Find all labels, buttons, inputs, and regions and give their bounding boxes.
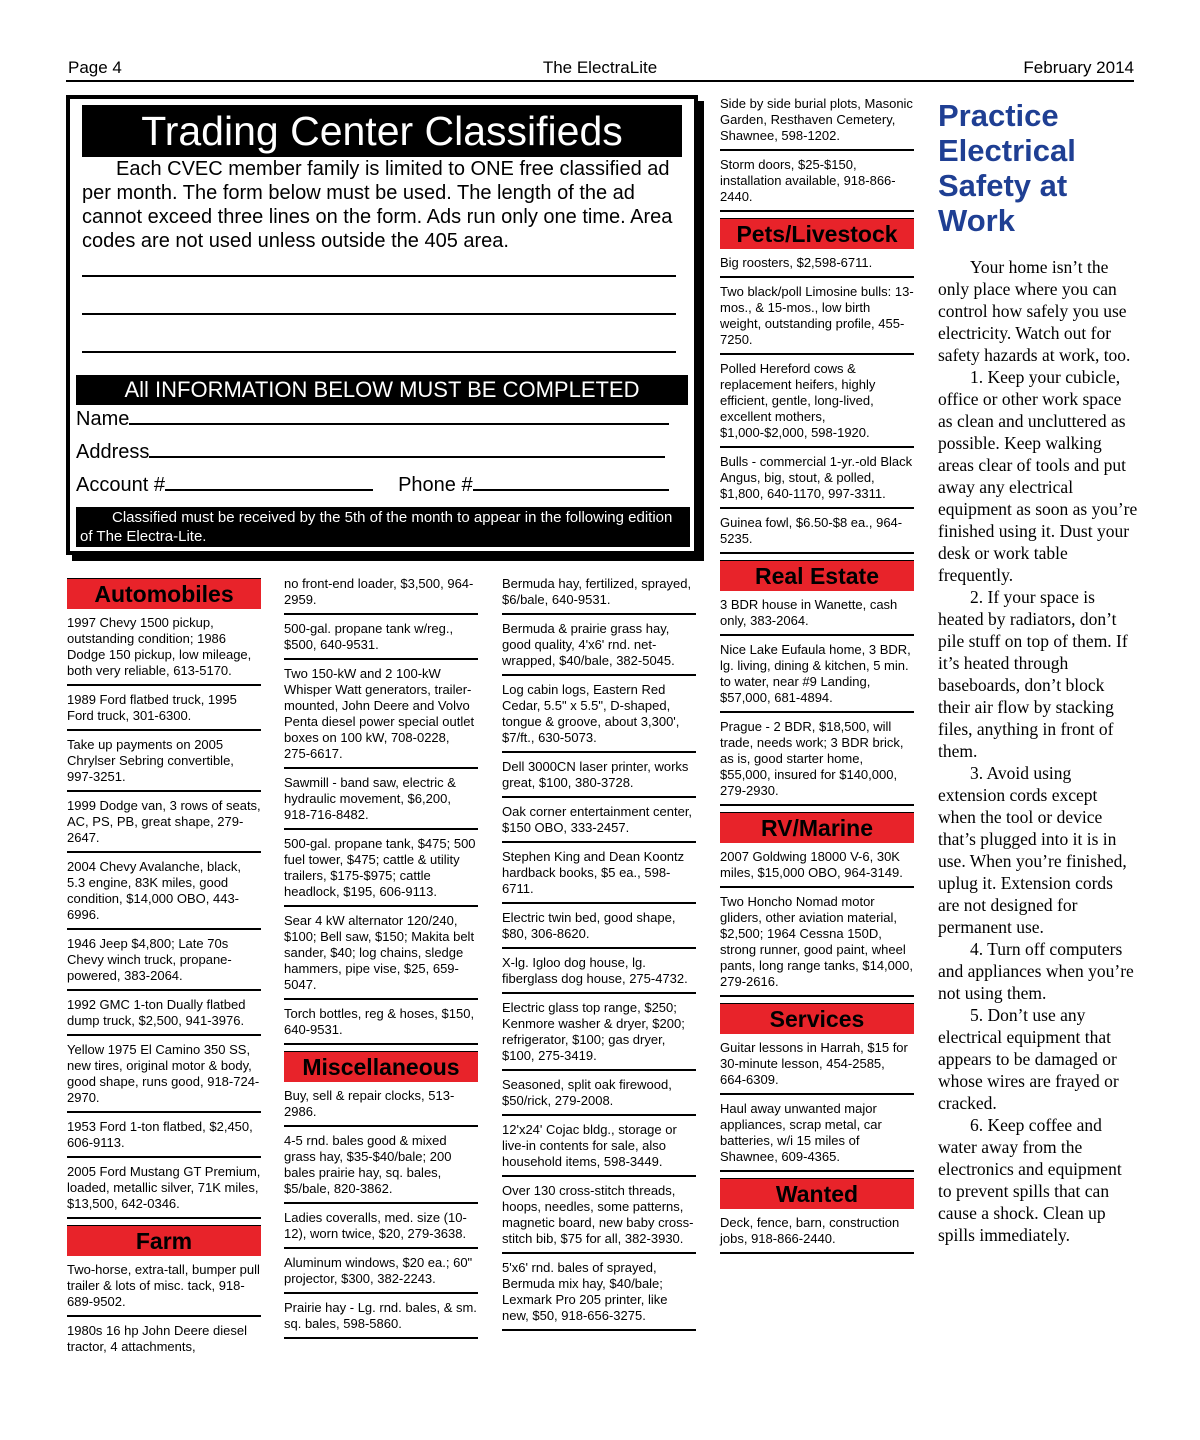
classified-ad: Seasoned, split oak firewood, $50/rick, 279-2008. bbox=[502, 1077, 696, 1116]
classified-column-2 bbox=[284, 576, 478, 1345]
safety-article bbox=[938, 98, 1138, 1246]
classified-ad: Log cabin logs, Eastern Red Cedar, 5.5" x 5.5", D-shaped, tongue & groove, about 3,300', $7/ft., 630-5073. bbox=[502, 682, 696, 753]
ad-list bbox=[284, 1088, 478, 1339]
phone-input-line[interactable] bbox=[473, 471, 669, 491]
account-label: Account # bbox=[76, 474, 165, 496]
article-paragraph: 3. Avoid using extension cords except when the tool or device that’s plugged into it is in use. When you’re finished, uplug it. Extension cords are not designed for permanent use. bbox=[938, 763, 1127, 937]
classified-ad: Big roosters, $2,598-6711. bbox=[720, 255, 914, 278]
article-paragraph: 5. Don’t use any electrical equipment that appears to be damaged or whose wires are frayed or cracked. bbox=[938, 1005, 1119, 1113]
classified-ad: X-lg. Igloo dog house, lg. fiberglass dog house, 275-4732. bbox=[502, 955, 696, 994]
category-heading: Wanted bbox=[720, 1178, 914, 1209]
account-phone-field[interactable] bbox=[76, 471, 669, 497]
classified-ad: Sawmill - band saw, electric & hydraulic movement, $6,200, 918-716-8482. bbox=[284, 775, 478, 830]
classified-ad: 1989 Ford flatbed truck, 1995 Ford truck, 301-6300. bbox=[67, 692, 261, 731]
ad-list bbox=[284, 576, 478, 1045]
phone-label: Phone # bbox=[398, 474, 473, 496]
publication-name: The ElectraLite bbox=[542, 58, 658, 77]
article-title: Practice Electrical Safety at Work bbox=[938, 98, 1076, 238]
classified-ad: Electric twin bed, good shape, $80, 306-8620. bbox=[502, 910, 696, 949]
account-input-line[interactable] bbox=[165, 471, 373, 491]
ad-text-line-3[interactable] bbox=[82, 351, 676, 353]
classified-ad: Guitar lessons in Harrah, $15 for 30-minute lesson, 454-2585, 664-6309. bbox=[720, 1040, 914, 1095]
classified-ad: 12'x24' Cojac bldg., storage or live-in contents for sale, also household items, 598-3449. bbox=[502, 1122, 696, 1177]
classified-ad: 1946 Jeep $4,800; Late 70s Chevy winch truck, propane-powered, 383-2064. bbox=[67, 936, 261, 991]
ad-list bbox=[720, 849, 914, 997]
address-label: Address bbox=[76, 441, 150, 463]
classified-ad: 1992 GMC 1-ton Dually flatbed dump truck, $2,500, 941-3976. bbox=[67, 997, 261, 1036]
category-heading: Automobiles bbox=[67, 578, 261, 609]
classified-ad: 500-gal. propane tank, $475; 500 fuel tower, $475; cattle & utility trailers, $175-$975; cattle headlock, $195, 606-9113. bbox=[284, 836, 478, 907]
classified-ad: Electric glass top range, $250; Kenmore washer & dryer, $200; refrigerator, $100; gas dryer, $100, 275-3419. bbox=[502, 1000, 696, 1071]
classified-ad: 500-gal. propane tank w/reg., $500, 640-9531. bbox=[284, 621, 478, 660]
ad-text-line-1[interactable] bbox=[82, 275, 676, 277]
form-instructions: Each CVEC member family is limited to ONE free classified ad per month. The form below must be used. The length of the ad cannot exceed three lines on the form. Ads run only one time. Area codes are not used unless outside the 405 area. bbox=[82, 158, 673, 252]
classified-column-1 bbox=[67, 576, 261, 1366]
article-body bbox=[938, 256, 1138, 1246]
address-input-line[interactable] bbox=[149, 438, 665, 458]
ad-list bbox=[720, 255, 914, 554]
classified-column-4 bbox=[720, 96, 914, 1260]
classified-ad: Ladies coveralls, med. size (10-12), worn twice, $20, 279-3638. bbox=[284, 1210, 478, 1249]
classified-ad: 1980s 16 hp John Deere diesel tractor, 4 attachments, bbox=[67, 1323, 247, 1354]
classified-ad: 1999 Dodge van, 3 rows of seats, AC, PS, PB, great shape, 279-2647. bbox=[67, 798, 261, 853]
classified-ad: Buy, sell & repair clocks, 513-2986. bbox=[284, 1088, 478, 1127]
ad-list bbox=[67, 615, 261, 1219]
submission-deadline: Classified must be received by the 5th of the month to appear in the following edition of The Electra-Lite. bbox=[76, 507, 690, 547]
article-paragraph: 6. Keep coffee and water away from the electronics and equipment to prevent spills that can cause a shock. Clean up spills immediately. bbox=[938, 1115, 1122, 1245]
classified-ad: 5'x6' rnd. bales of sprayed, Bermuda mix hay, $40/bale; Lexmark Pro 205 printer, like new, $50, 918-656-3275. bbox=[502, 1260, 696, 1331]
ad-text-line-2[interactable] bbox=[82, 313, 676, 315]
ad-list bbox=[720, 1215, 914, 1254]
ad-list bbox=[720, 96, 914, 212]
category-heading: Miscellaneous bbox=[284, 1051, 478, 1082]
classified-ad: Side by side burial plots, Masonic Garden, Resthaven Cemetery, Shawnee, 598-1202. bbox=[720, 96, 914, 151]
ad-list bbox=[67, 1262, 261, 1360]
category-heading: RV/Marine bbox=[720, 812, 914, 843]
ad-list bbox=[720, 597, 914, 806]
classified-ad: 1997 Chevy 1500 pickup, outstanding condition; 1986 Dodge 150 pickup, low mileage, both very reliable, 613-5170. bbox=[67, 615, 261, 686]
classified-ad: Sear 4 kW alternator 120/240, $100; Bell saw, $150; Makita belt sander, $40; log chains, sledge hammers, pipe vise, $25, 659-5047. bbox=[284, 913, 478, 1000]
article-paragraph: 2. If your space is heated by radiators, don’t pile stuff on top of them. If it’s heated through baseboards, don’t block their air flow by stacking files, anything in front of them. bbox=[938, 587, 1128, 761]
category-heading: Farm bbox=[67, 1225, 261, 1256]
classified-form bbox=[66, 95, 698, 555]
classified-ad: Two Honcho Nomad motor gliders, other aviation material, $2,500; 1964 Cessna 150D, strong runner, good paint, wheel pants, long range tanks, $14,000, 279-2616. bbox=[720, 894, 914, 997]
classified-ad: no front-end loader, $3,500, 964-2959. bbox=[284, 576, 478, 615]
classified-ad: Oak corner entertainment center, $150 OBO, 333-2457. bbox=[502, 804, 696, 843]
classified-ad: Bermuda & prairie grass hay, good quality, 4'x6' rnd. net-wrapped, $40/bale, 382-5045. bbox=[502, 621, 696, 676]
article-paragraph: Your home isn’t the only place where you can control how safely you use electricity. Watch out for safety hazards at work, too. bbox=[938, 257, 1131, 365]
page-number: Page 4 bbox=[68, 58, 122, 77]
classified-ad: Haul away unwanted major appliances, scrap metal, car batteries, w/i 15 miles of Shawnee, 609-4365. bbox=[720, 1101, 914, 1172]
address-field[interactable] bbox=[76, 438, 665, 464]
classified-ad: Dell 3000CN laser printer, works great, $100, 380-3728. bbox=[502, 759, 696, 798]
issue-date: February 2014 bbox=[1023, 58, 1134, 77]
category-heading: Services bbox=[720, 1003, 914, 1034]
classified-ad: Torch bottles, reg & hoses, $150, 640-9531. bbox=[284, 1006, 478, 1045]
classified-ad: 4-5 rnd. bales good & mixed grass hay, $35-$40/bale; 200 bales prairie hay, sq. bales, $5/bale, 820-3862. bbox=[284, 1133, 478, 1204]
classified-ad: Nice Lake Eufaula home, 3 BDR, lg. living, dining & kitchen, 5 min. to water, near #9 Landing, $57,000, 681-4894. bbox=[720, 642, 914, 713]
classified-ad: Over 130 cross-stitch threads, hoops, needles, some patterns, magnetic board, new baby cross-stitch bib, $75 for all, 382-3930. bbox=[502, 1183, 696, 1254]
classified-ad: Two-horse, extra-tall, bumper pull trailer & lots of misc. tack, 918-689-9502. bbox=[67, 1262, 261, 1317]
classified-ad: Two 150-kW and 2 100-kW Whisper Watt generators, trailer-mounted, John Deere and Volvo Penta diesel power special outlet boxes on 100 kW, 708-0228, 275-6617. bbox=[284, 666, 478, 769]
form-title: Trading Center Classifieds bbox=[82, 105, 682, 157]
classified-ad: Aluminum windows, $20 ea.; 60" projector, $300, 382-2243. bbox=[284, 1255, 478, 1294]
classified-ad: Take up payments on 2005 Chrylser Sebring convertible, 997-3251. bbox=[67, 737, 261, 792]
name-field[interactable] bbox=[76, 405, 669, 431]
classified-ad: Bulls - commercial 1-yr.-old Black Angus, big, stout, & polled, $1,800, 640-1170, 997-3311. bbox=[720, 454, 914, 509]
ad-list bbox=[720, 1040, 914, 1172]
page-header bbox=[66, 56, 1134, 82]
classified-ad: Bermuda hay, fertilized, sprayed, $6/bale, 640-9531. bbox=[502, 576, 696, 615]
classified-ad: 1953 Ford 1-ton flatbed, $2,450, 606-9113. bbox=[67, 1119, 261, 1158]
name-label: Name bbox=[76, 408, 130, 430]
classified-column-3 bbox=[502, 576, 696, 1337]
classified-ad: Two black/poll Limosine bulls: 13-mos., & 15-mos., low birth weight, outstanding profile, 455-7250. bbox=[720, 284, 914, 355]
name-input-line[interactable] bbox=[129, 405, 669, 425]
classified-ad: Polled Hereford cows & replacement heifers, highly efficient, gentle, long-lived, excellent mothers, $1,000-$2,000, 598-1920. bbox=[720, 361, 914, 448]
article-paragraph: 4. Turn off computers and appliances when you’re not using them. bbox=[938, 939, 1134, 1003]
classified-ad: Storm doors, $25-$150, installation available, 918-866-2440. bbox=[720, 157, 914, 212]
classified-ad: Deck, fence, barn, construction jobs, 918-866-2440. bbox=[720, 1215, 914, 1254]
article-paragraph: 1. Keep your cubicle, office or other work space as clean and uncluttered as possible. Keep walking areas clear of tools and put away any electrical equipment as soon as you’re finished using it. Dust your desk or work table frequently. bbox=[938, 367, 1138, 585]
classified-ad: Yellow 1975 El Camino 350 SS, new tires, original motor & body, good shape, runs good, 918-724-2970. bbox=[67, 1042, 261, 1113]
classified-ad: Guinea fowl, $6.50-$8 ea., 964-5235. bbox=[720, 515, 914, 554]
classified-ad: Prague - 2 BDR, $18,500, will trade, needs work; 3 BDR brick, as is, good starter home, $55,000, insured for $140,000, 279-2930. bbox=[720, 719, 914, 806]
ad-list bbox=[502, 576, 696, 1331]
classified-ad: 2007 Goldwing 18000 V-6, 30K miles, $15,000 OBO, 964-3149. bbox=[720, 849, 914, 888]
classified-ad: 3 BDR house in Wanette, cash only, 383-2064. bbox=[720, 597, 914, 636]
info-required-banner: All INFORMATION BELOW MUST BE COMPLETED bbox=[76, 375, 688, 405]
classified-ad: 2004 Chevy Avalanche, black, 5.3 engine, 83K miles, good condition, $14,000 OBO, 443-6996. bbox=[67, 859, 261, 930]
category-heading: Pets/Livestock bbox=[720, 218, 914, 249]
category-heading: Real Estate bbox=[720, 560, 914, 591]
classified-ad: Prairie hay - Lg. rnd. bales, & sm. sq. bales, 598-5860. bbox=[284, 1300, 478, 1339]
classified-ad: Stephen King and Dean Koontz hardback books, $5 ea., 598-6711. bbox=[502, 849, 696, 904]
classified-ad: 2005 Ford Mustang GT Premium, loaded, metallic silver, 71K miles, $13,500, 642-0346. bbox=[67, 1164, 261, 1219]
